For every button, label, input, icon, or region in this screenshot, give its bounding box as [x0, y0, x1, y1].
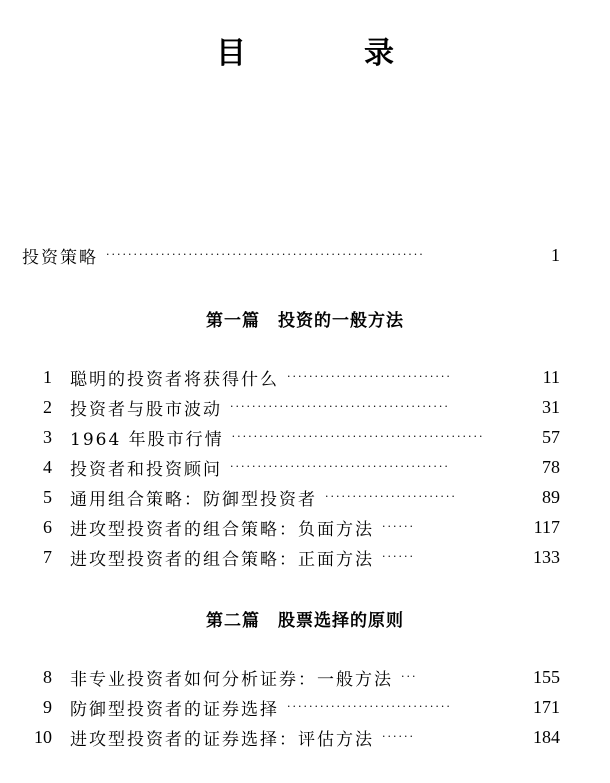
page-title: 目 录 — [216, 36, 438, 71]
toc-page-number: 155 — [533, 666, 560, 687]
toc-page-number: 184 — [533, 726, 560, 747]
toc-entry-label: 进攻型投资者的证券选择：评估方法 — [70, 729, 374, 750]
toc-page-number: 117 — [533, 516, 560, 537]
section-heading-part2: 第二篇 股票选择的原则 — [206, 611, 404, 631]
toc-page-number: 11 — [542, 366, 560, 387]
toc-page-number: 31 — [542, 396, 560, 417]
toc-entry[interactable] — [32, 514, 560, 540]
toc-leader-dots: ·············································· — [231, 430, 485, 443]
toc-entry[interactable] — [32, 484, 560, 510]
toc-leader-dots: ······ — [382, 520, 415, 533]
toc-entry-label: 投资者与股市波动 — [70, 399, 222, 420]
toc-leader-dots: ········································ — [230, 400, 450, 413]
toc-entry-intro[interactable] — [22, 242, 560, 268]
toc-entry-number: 2 — [43, 396, 52, 417]
toc-entry-number: 4 — [43, 456, 52, 477]
toc-entry[interactable] — [32, 424, 560, 450]
toc-entry-number: 5 — [43, 486, 52, 507]
toc-entry-number: 7 — [43, 546, 52, 567]
toc-leader-dots: ······ — [382, 550, 415, 563]
toc-page-number: 1 — [551, 244, 560, 265]
toc-entry-number: 10 — [34, 726, 52, 747]
toc-entry[interactable] — [32, 544, 560, 570]
toc-page-number: 57 — [542, 426, 560, 447]
toc-entry-label: 1964 年股市行情 — [70, 429, 224, 450]
toc-entry-number: 8 — [43, 666, 52, 687]
toc-entry-number: 1 — [43, 366, 52, 387]
toc-leader-dots: ······ — [382, 730, 415, 743]
toc-entry-label: 投资策略 — [22, 247, 98, 268]
toc-entry-label: 通用组合策略：防御型投资者 — [70, 489, 317, 510]
toc-leader-dots: ······························ — [287, 700, 452, 713]
toc-entry-number: 3 — [43, 426, 52, 447]
toc-entry-label: 进攻型投资者的组合策略：正面方法 — [70, 549, 374, 570]
toc-page-number: 78 — [542, 456, 560, 477]
section-heading-part1: 第一篇 投资的一般方法 — [206, 311, 404, 331]
toc-leader-dots: ························ — [325, 490, 457, 503]
toc-entry-label: 聪明的投资者将获得什么 — [70, 369, 279, 390]
toc-entry-number: 9 — [43, 696, 52, 717]
toc-entry[interactable] — [32, 454, 560, 480]
toc-entry-number: 6 — [43, 516, 52, 537]
toc-entry-label: 投资者和投资顾问 — [70, 459, 222, 480]
toc-entry-label: 非专业投资者如何分析证券：一般方法 — [70, 669, 393, 690]
toc-entry[interactable] — [32, 664, 560, 690]
toc-entry-label: 防御型投资者的证券选择 — [70, 699, 279, 720]
toc-leader-dots: ······························ — [287, 370, 452, 383]
toc-entry[interactable] — [32, 394, 560, 420]
toc-leader-dots: ·························································· — [106, 248, 425, 261]
toc-entry[interactable] — [32, 694, 560, 720]
toc-page-number: 133 — [533, 546, 560, 567]
toc-entry-label: 进攻型投资者的组合策略：负面方法 — [70, 519, 374, 540]
toc-page-number: 89 — [542, 486, 560, 507]
toc-entry[interactable] — [32, 724, 560, 750]
toc-entry[interactable] — [32, 364, 560, 390]
toc-leader-dots: ··· — [401, 670, 418, 683]
toc-page-number: 171 — [533, 696, 560, 717]
toc-leader-dots: ········································ — [230, 460, 450, 473]
